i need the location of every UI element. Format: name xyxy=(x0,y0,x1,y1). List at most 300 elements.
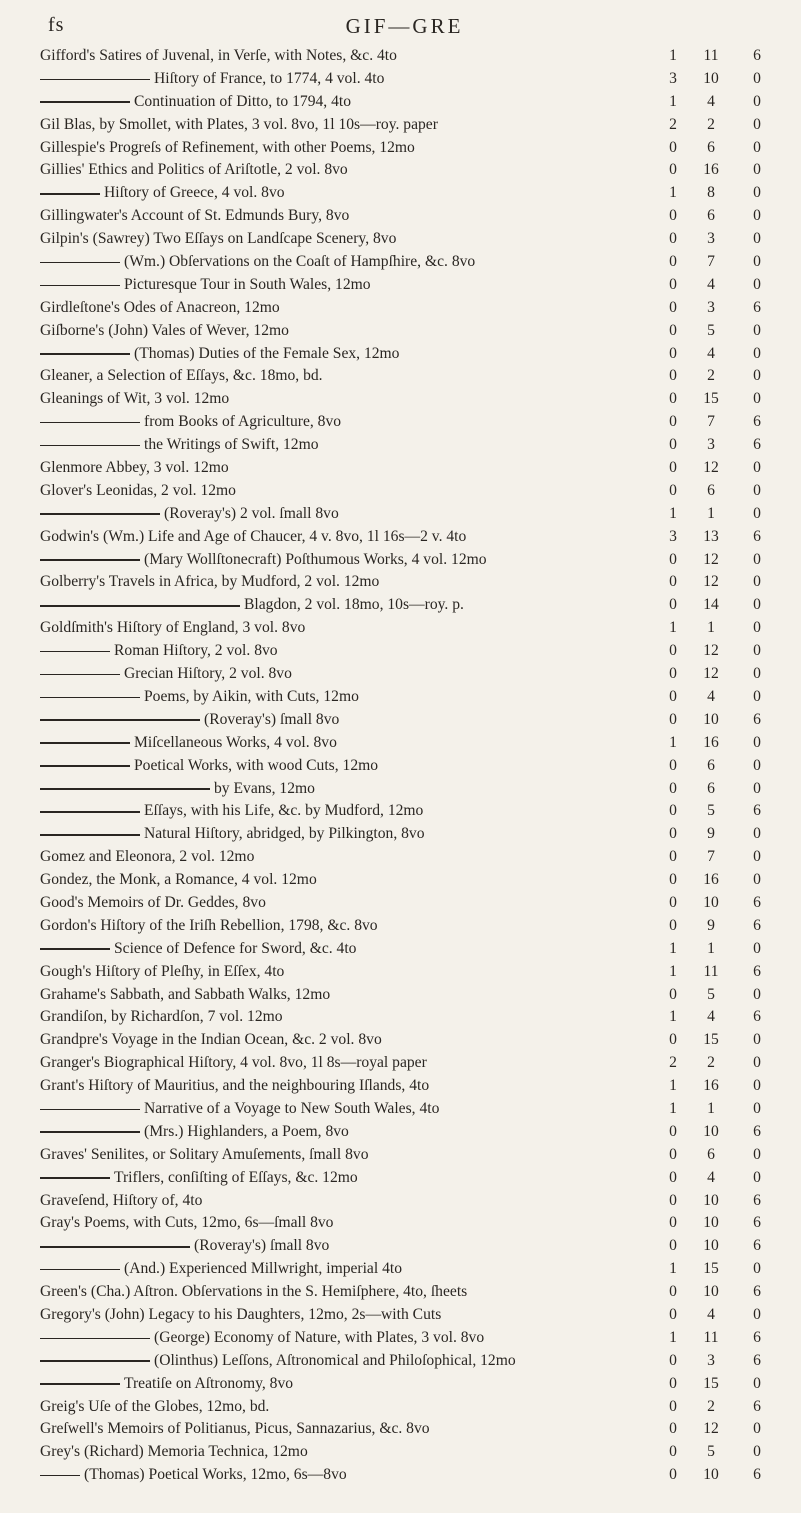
price-pence: 6 xyxy=(753,710,761,728)
price-pence: 0 xyxy=(753,756,761,774)
catalogue-entry xyxy=(40,114,780,137)
entry-title-text: Narrative of a Voyage to New South Wales, 4to xyxy=(144,1099,440,1117)
price-pounds: 0 xyxy=(669,344,677,362)
entry-title xyxy=(40,411,662,434)
entry-title xyxy=(40,1190,662,1213)
price-pounds: 0 xyxy=(669,1283,677,1301)
entry-title xyxy=(40,159,662,182)
catalogue-entry xyxy=(40,1418,780,1441)
price-pounds: 0 xyxy=(669,1420,677,1438)
entry-title-text: (Mary Wollſtonecraft) Poſthumous Works, 4 vol. 12mo xyxy=(144,550,487,568)
entry-title-text: Good's Memoirs of Dr. Geddes, 8vo xyxy=(40,893,266,911)
catalogue-entry xyxy=(40,434,780,457)
price-pence: 0 xyxy=(753,573,761,591)
catalogue-entry xyxy=(40,45,780,68)
price-pence: 0 xyxy=(753,1420,761,1438)
price-pence: 6 xyxy=(753,1214,761,1232)
entry-title-text: Grecian Hiſtory, 2 vol. 8vo xyxy=(124,665,292,683)
price-pounds: 3 xyxy=(669,69,677,87)
catalogue-entry xyxy=(40,1006,780,1029)
ditto-dash xyxy=(40,1269,120,1271)
price-pence: 6 xyxy=(753,962,761,980)
price-pounds: 0 xyxy=(669,1031,677,1049)
catalogue-entry xyxy=(40,594,780,617)
price-shillings: 15 xyxy=(703,1374,719,1392)
price-pounds: 0 xyxy=(669,1122,677,1140)
entry-title-text: Picturesque Tour in South Wales, 12mo xyxy=(124,275,371,293)
price-pounds: 0 xyxy=(669,253,677,271)
entry-title-text: Gleaner, a Selection of Eſſays, &c. 18mo, bd. xyxy=(40,367,323,385)
price-shillings: 4 xyxy=(707,275,715,293)
price-pounds: 0 xyxy=(669,985,677,1003)
price-pounds: 2 xyxy=(669,115,677,133)
price-shillings: 4 xyxy=(707,92,715,110)
price-pounds: 0 xyxy=(669,321,677,339)
entry-title-text: Triflers, conſiſting of Eſſays, &c. 12mo xyxy=(114,1168,358,1186)
entry-title xyxy=(40,320,662,343)
entry-title xyxy=(40,938,662,961)
entry-title xyxy=(40,1006,662,1029)
catalogue-entry xyxy=(40,1350,780,1373)
entry-title-text: Gillies' Ethics and Politics of Ariſtotle, 2 vol. 8vo xyxy=(40,161,348,179)
price-pounds: 0 xyxy=(669,848,677,866)
entry-title-text: Hiſtory of Greece, 4 vol. 8vo xyxy=(104,184,285,202)
price-pounds: 0 xyxy=(669,1466,677,1484)
price-pence: 0 xyxy=(753,1031,761,1049)
catalogue-entry xyxy=(40,1098,780,1121)
ditto-dash xyxy=(40,834,140,836)
price-pounds: 0 xyxy=(669,481,677,499)
entry-title xyxy=(40,1350,662,1373)
ditto-dash xyxy=(40,651,110,653)
entry-title-text: Gifford's Satires of Juvenal, in Verſe, with Notes, &c. 4to xyxy=(40,47,397,64)
entry-title xyxy=(40,640,662,663)
price-pounds: 0 xyxy=(669,871,677,889)
price-pounds: 3 xyxy=(669,527,677,545)
price-pounds: 0 xyxy=(669,596,677,614)
price-pounds: 0 xyxy=(669,1214,677,1232)
price-pounds: 1 xyxy=(669,504,677,522)
price-pounds: 0 xyxy=(669,1237,677,1255)
entry-title-text: Grey's (Richard) Memoria Technica, 12mo xyxy=(40,1443,308,1461)
price-pounds: 1 xyxy=(669,1260,677,1278)
entry-title-text: Graves' Senilites, or Solitary Amuſements, ſmall 8vo xyxy=(40,1145,369,1163)
price-shillings: 3 xyxy=(707,230,715,248)
price-pounds: 0 xyxy=(669,298,677,316)
price-pence: 6 xyxy=(753,893,761,911)
price-shillings: 10 xyxy=(703,1237,719,1255)
entry-title xyxy=(40,1304,662,1327)
entry-title xyxy=(40,1075,662,1098)
entry-title-text: Gomez and Eleonora, 2 vol. 12mo xyxy=(40,848,255,866)
catalogue-entry xyxy=(40,343,780,366)
price-shillings: 13 xyxy=(703,527,719,545)
ditto-dash xyxy=(40,1131,140,1133)
price-pounds: 1 xyxy=(669,1099,677,1117)
price-pence: 6 xyxy=(753,413,761,431)
catalogue-entry xyxy=(40,320,780,343)
price-pence: 6 xyxy=(753,1397,761,1415)
catalogue-entry xyxy=(40,1144,780,1167)
price-pence: 0 xyxy=(753,665,761,683)
price-pence: 0 xyxy=(753,1168,761,1186)
price-pence: 0 xyxy=(753,939,761,957)
entry-title-text: Poetical Works, with wood Cuts, 12mo xyxy=(134,756,379,774)
price-pence: 0 xyxy=(753,619,761,637)
price-pence: 0 xyxy=(753,253,761,271)
ditto-dash xyxy=(40,1177,110,1179)
catalogue-entry xyxy=(40,1441,780,1464)
entry-title xyxy=(40,297,662,320)
price-shillings: 3 xyxy=(707,436,715,454)
catalogue-entry xyxy=(40,228,780,251)
entry-title xyxy=(40,1441,662,1464)
price-pounds: 1 xyxy=(669,962,677,980)
price-shillings: 10 xyxy=(703,710,719,728)
entry-title-text: (Thomas) Poetical Works, 12mo, 6s—8vo xyxy=(84,1466,347,1484)
entry-title xyxy=(40,457,662,480)
price-pounds: 0 xyxy=(669,665,677,683)
catalogue-entry xyxy=(40,1304,780,1327)
entry-title-text: Continuation of Ditto, to 1794, 4to xyxy=(134,92,352,110)
entry-title xyxy=(40,91,662,114)
ditto-dash xyxy=(40,605,240,607)
price-pounds: 1 xyxy=(669,1008,677,1026)
entry-title xyxy=(40,343,662,366)
catalogue-entry xyxy=(40,984,780,1007)
price-pounds: 0 xyxy=(669,1443,677,1461)
price-pence: 6 xyxy=(753,436,761,454)
price-pence: 0 xyxy=(753,321,761,339)
entry-title-text: Miſcellaneous Works, 4 vol. 8vo xyxy=(134,733,337,751)
price-pence: 0 xyxy=(753,459,761,477)
entry-title-text: Gondez, the Monk, a Romance, 4 vol. 12mo xyxy=(40,871,317,889)
price-pence: 0 xyxy=(753,1099,761,1117)
price-shillings: 1 xyxy=(707,1099,715,1117)
ditto-dash xyxy=(40,285,120,287)
catalogue-entry xyxy=(40,549,780,572)
entry-title-text: Gleanings of Wit, 3 vol. 12mo xyxy=(40,390,230,408)
catalogue-entry xyxy=(40,1235,780,1258)
price-pounds: 0 xyxy=(669,710,677,728)
entry-title-text: from Books of Agriculture, 8vo xyxy=(144,413,342,431)
entry-title-text: Eſſays, with his Life, &c. by Mudford, 12mo xyxy=(144,802,424,820)
ditto-dash xyxy=(40,948,110,950)
price-pounds: 0 xyxy=(669,573,677,591)
price-pence: 6 xyxy=(753,916,761,934)
price-shillings: 12 xyxy=(703,550,719,568)
entry-title-text: (Wm.) Obſervations on the Coaſt of Hampſhire, &c. 8vo xyxy=(124,253,476,271)
price-pence: 6 xyxy=(753,527,761,545)
catalogue-entry xyxy=(40,1212,780,1235)
entry-title-text: Poems, by Aikin, with Cuts, 12mo xyxy=(144,687,359,705)
price-shillings: 2 xyxy=(707,115,715,133)
catalogue-entry xyxy=(40,1029,780,1052)
price-pounds: 0 xyxy=(669,893,677,911)
entry-title xyxy=(40,228,662,251)
entry-title xyxy=(40,594,662,617)
catalogue-list xyxy=(40,45,780,1487)
price-pence: 0 xyxy=(753,390,761,408)
price-pounds: 0 xyxy=(669,550,677,568)
entry-title-text: Gil Blas, by Smollet, with Plates, 3 vol. 8vo, 1l 10s—roy. paper xyxy=(40,115,438,133)
entry-title-text: Gillingwater's Account of St. Edmunds Bury, 8vo xyxy=(40,207,350,225)
catalogue-entry xyxy=(40,1190,780,1213)
entry-title-text: Gough's Hiſtory of Pleſhy, in Eſſex, 4to xyxy=(40,962,285,980)
price-pence: 0 xyxy=(753,848,761,866)
entry-title xyxy=(40,892,662,915)
catalogue-entry xyxy=(40,1052,780,1075)
entry-title xyxy=(40,365,662,388)
price-pence: 0 xyxy=(753,207,761,225)
entry-title xyxy=(40,480,662,503)
price-shillings: 7 xyxy=(707,413,715,431)
price-pounds: 1 xyxy=(669,619,677,637)
price-shillings: 4 xyxy=(707,344,715,362)
entry-title xyxy=(40,1212,662,1235)
price-pence: 0 xyxy=(753,1443,761,1461)
price-shillings: 1 xyxy=(707,939,715,957)
entry-title-text: Science of Defence for Sword, &c. 4to xyxy=(114,939,357,957)
price-shillings: 12 xyxy=(703,665,719,683)
catalogue-entry xyxy=(40,68,780,91)
catalogue-entry xyxy=(40,1121,780,1144)
price-pence: 0 xyxy=(753,92,761,110)
price-pence: 6 xyxy=(753,47,761,64)
price-pence: 6 xyxy=(753,1351,761,1369)
entry-title-text: (Roveray's) ſmall 8vo xyxy=(194,1237,330,1255)
entry-title-text: (Roveray's) ſmall 8vo xyxy=(204,710,340,728)
ditto-dash xyxy=(40,559,140,561)
catalogue-entry xyxy=(40,800,780,823)
entry-title-text: Gregory's (John) Legacy to his Daughters, 12mo, 2s—with Cuts xyxy=(40,1305,442,1323)
catalogue-entry xyxy=(40,1373,780,1396)
entry-title-text: Grahame's Sabbath, and Sabbath Walks, 12mo xyxy=(40,985,331,1003)
page-header xyxy=(48,10,761,38)
price-shillings: 12 xyxy=(703,1420,719,1438)
entry-title xyxy=(40,45,662,68)
catalogue-entry xyxy=(40,571,780,594)
price-pounds: 0 xyxy=(669,459,677,477)
price-shillings: 16 xyxy=(703,161,719,179)
price-pounds: 1 xyxy=(669,1077,677,1095)
price-shillings: 10 xyxy=(703,69,719,87)
entry-title-text: Gray's Poems, with Cuts, 12mo, 6s—ſmall 8vo xyxy=(40,1214,334,1232)
ditto-dash xyxy=(40,674,120,676)
price-pence: 6 xyxy=(753,802,761,820)
price-pence: 0 xyxy=(753,138,761,156)
entry-title-text: Glover's Leonidas, 2 vol. 12mo xyxy=(40,481,236,499)
price-shillings: 4 xyxy=(707,1168,715,1186)
catalogue-entry xyxy=(40,823,780,846)
catalogue-entry xyxy=(40,297,780,320)
price-pounds: 1 xyxy=(669,184,677,202)
entry-title xyxy=(40,732,662,755)
price-pounds: 0 xyxy=(669,1168,677,1186)
price-shillings: 1 xyxy=(707,619,715,637)
entry-title xyxy=(40,251,662,274)
catalogue-entry xyxy=(40,365,780,388)
price-shillings: 14 xyxy=(703,596,719,614)
entry-title xyxy=(40,205,662,228)
price-pounds: 0 xyxy=(669,756,677,774)
price-pounds: 0 xyxy=(669,230,677,248)
price-shillings: 9 xyxy=(707,916,715,934)
price-shillings: 3 xyxy=(707,298,715,316)
price-pence: 0 xyxy=(753,115,761,133)
entry-title xyxy=(40,549,662,572)
ditto-dash xyxy=(40,719,200,721)
catalogue-entry xyxy=(40,137,780,160)
entry-title xyxy=(40,778,662,801)
entry-title-text: Blagdon, 2 vol. 18mo, 10s—roy. p. xyxy=(244,596,464,614)
entry-title xyxy=(40,526,662,549)
entry-title xyxy=(40,961,662,984)
entry-title-text: Greig's Uſe of the Globes, 12mo, bd. xyxy=(40,1397,270,1415)
ditto-dash xyxy=(40,1360,150,1362)
price-pence: 0 xyxy=(753,825,761,843)
catalogue-entry xyxy=(40,938,780,961)
entry-title xyxy=(40,1098,662,1121)
price-shillings: 4 xyxy=(707,1008,715,1026)
catalogue-entry xyxy=(40,778,780,801)
entry-title xyxy=(40,503,662,526)
price-pounds: 0 xyxy=(669,1305,677,1323)
entry-title xyxy=(40,984,662,1007)
entry-title xyxy=(40,686,662,709)
price-shillings: 10 xyxy=(703,1191,719,1209)
price-shillings: 2 xyxy=(707,1397,715,1415)
price-pence: 0 xyxy=(753,161,761,179)
price-shillings: 7 xyxy=(707,253,715,271)
catalogue-entry xyxy=(40,640,780,663)
catalogue-entry xyxy=(40,503,780,526)
price-shillings: 5 xyxy=(707,1443,715,1461)
ditto-dash xyxy=(40,513,160,515)
entry-title-text: (Thomas) Duties of the Female Sex, 12mo xyxy=(134,344,400,362)
price-pence: 0 xyxy=(753,184,761,202)
price-pence: 0 xyxy=(753,871,761,889)
catalogue-entry xyxy=(40,1396,780,1419)
entry-title-text: (Olinthus) Leſſons, Aſtronomical and Philoſophical, 12mo xyxy=(154,1351,516,1369)
entry-title-text: Natural Hiſtory, abridged, by Pilkington, 8vo xyxy=(144,825,425,843)
price-pence: 0 xyxy=(753,596,761,614)
price-pounds: 1 xyxy=(669,1328,677,1346)
price-shillings: 6 xyxy=(707,138,715,156)
price-shillings: 12 xyxy=(703,642,719,660)
entry-title xyxy=(40,846,662,869)
price-pounds: 0 xyxy=(669,413,677,431)
entry-title-text: Gordon's Hiſtory of the Iriſh Rebellion, 1798, &c. 8vo xyxy=(40,916,378,934)
entry-title-text: Glenmore Abbey, 3 vol. 12mo xyxy=(40,459,229,477)
ditto-dash xyxy=(40,445,140,447)
entry-title xyxy=(40,1144,662,1167)
entry-title xyxy=(40,434,662,457)
entry-title-text: Roman Hiſtory, 2 vol. 8vo xyxy=(114,642,278,660)
entry-title xyxy=(40,1418,662,1441)
price-shillings: 5 xyxy=(707,985,715,1003)
price-pounds: 1 xyxy=(669,733,677,751)
price-shillings: 11 xyxy=(703,1328,719,1346)
entry-title xyxy=(40,1373,662,1396)
price-pence: 0 xyxy=(753,687,761,705)
ditto-dash xyxy=(40,1109,140,1111)
entry-title-text: Treatiſe on Aſtronomy, 8vo xyxy=(124,1374,294,1392)
price-pence: 6 xyxy=(753,1466,761,1484)
entry-title-text: Graveſend, Hiſtory of, 4to xyxy=(40,1191,203,1209)
ditto-dash xyxy=(40,697,140,699)
entry-title-text: Hiſtory of France, to 1774, 4 vol. 4to xyxy=(154,69,385,87)
price-pounds: 0 xyxy=(669,1397,677,1415)
ditto-dash xyxy=(40,742,130,744)
catalogue-entry xyxy=(40,1167,780,1190)
entry-title xyxy=(40,1052,662,1075)
entry-title xyxy=(40,617,662,640)
price-pounds: 0 xyxy=(669,1191,677,1209)
price-shillings: 6 xyxy=(707,481,715,499)
ditto-dash xyxy=(40,1383,120,1385)
price-shillings: 3 xyxy=(707,1351,715,1369)
price-shillings: 12 xyxy=(703,459,719,477)
price-pounds: 1 xyxy=(669,939,677,957)
ditto-dash xyxy=(40,353,130,355)
entry-title xyxy=(40,1396,662,1419)
price-shillings: 7 xyxy=(707,848,715,866)
entry-title xyxy=(40,663,662,686)
catalogue-entry xyxy=(40,274,780,297)
price-pounds: 0 xyxy=(669,207,677,225)
price-pence: 0 xyxy=(753,1145,761,1163)
catalogue-entry xyxy=(40,480,780,503)
entry-title xyxy=(40,823,662,846)
folio: fs xyxy=(48,14,65,36)
price-shillings: 11 xyxy=(703,47,719,64)
price-shillings: 1 xyxy=(707,504,715,522)
price-pounds: 2 xyxy=(669,1054,677,1072)
price-pence: 0 xyxy=(753,367,761,385)
price-shillings: 15 xyxy=(703,1260,719,1278)
price-shillings: 10 xyxy=(703,1214,719,1232)
price-pence: 0 xyxy=(753,69,761,87)
catalogue-entry xyxy=(40,205,780,228)
catalogue-entry xyxy=(40,388,780,411)
catalogue-entry xyxy=(40,869,780,892)
price-shillings: 4 xyxy=(707,687,715,705)
running-head: GIF—GRE xyxy=(345,14,464,38)
ditto-dash xyxy=(40,193,100,195)
price-pence: 0 xyxy=(753,1054,761,1072)
catalogue-entry xyxy=(40,755,780,778)
entry-title xyxy=(40,388,662,411)
entry-title-text: Girdleſtone's Odes of Anacreon, 12mo xyxy=(40,298,280,316)
entry-title-text: Grandiſon, by Richardſon, 7 vol. 12mo xyxy=(40,1008,283,1026)
entry-title xyxy=(40,800,662,823)
price-pence: 6 xyxy=(753,1191,761,1209)
price-pence: 0 xyxy=(753,779,761,797)
price-shillings: 10 xyxy=(703,1283,719,1301)
price-shillings: 4 xyxy=(707,1305,715,1323)
price-shillings: 10 xyxy=(703,1122,719,1140)
entry-title-text: the Writings of Swift, 12mo xyxy=(144,436,319,454)
entry-title-text: Godwin's (Wm.) Life and Age of Chaucer, 4 v. 8vo, 1l 16s—2 v. 4to xyxy=(40,527,467,545)
price-shillings: 16 xyxy=(703,871,719,889)
price-pence: 0 xyxy=(753,550,761,568)
price-shillings: 10 xyxy=(703,1466,719,1484)
price-shillings: 10 xyxy=(703,893,719,911)
price-shillings: 6 xyxy=(707,207,715,225)
catalogue-entry xyxy=(40,251,780,274)
catalogue-entry xyxy=(40,892,780,915)
